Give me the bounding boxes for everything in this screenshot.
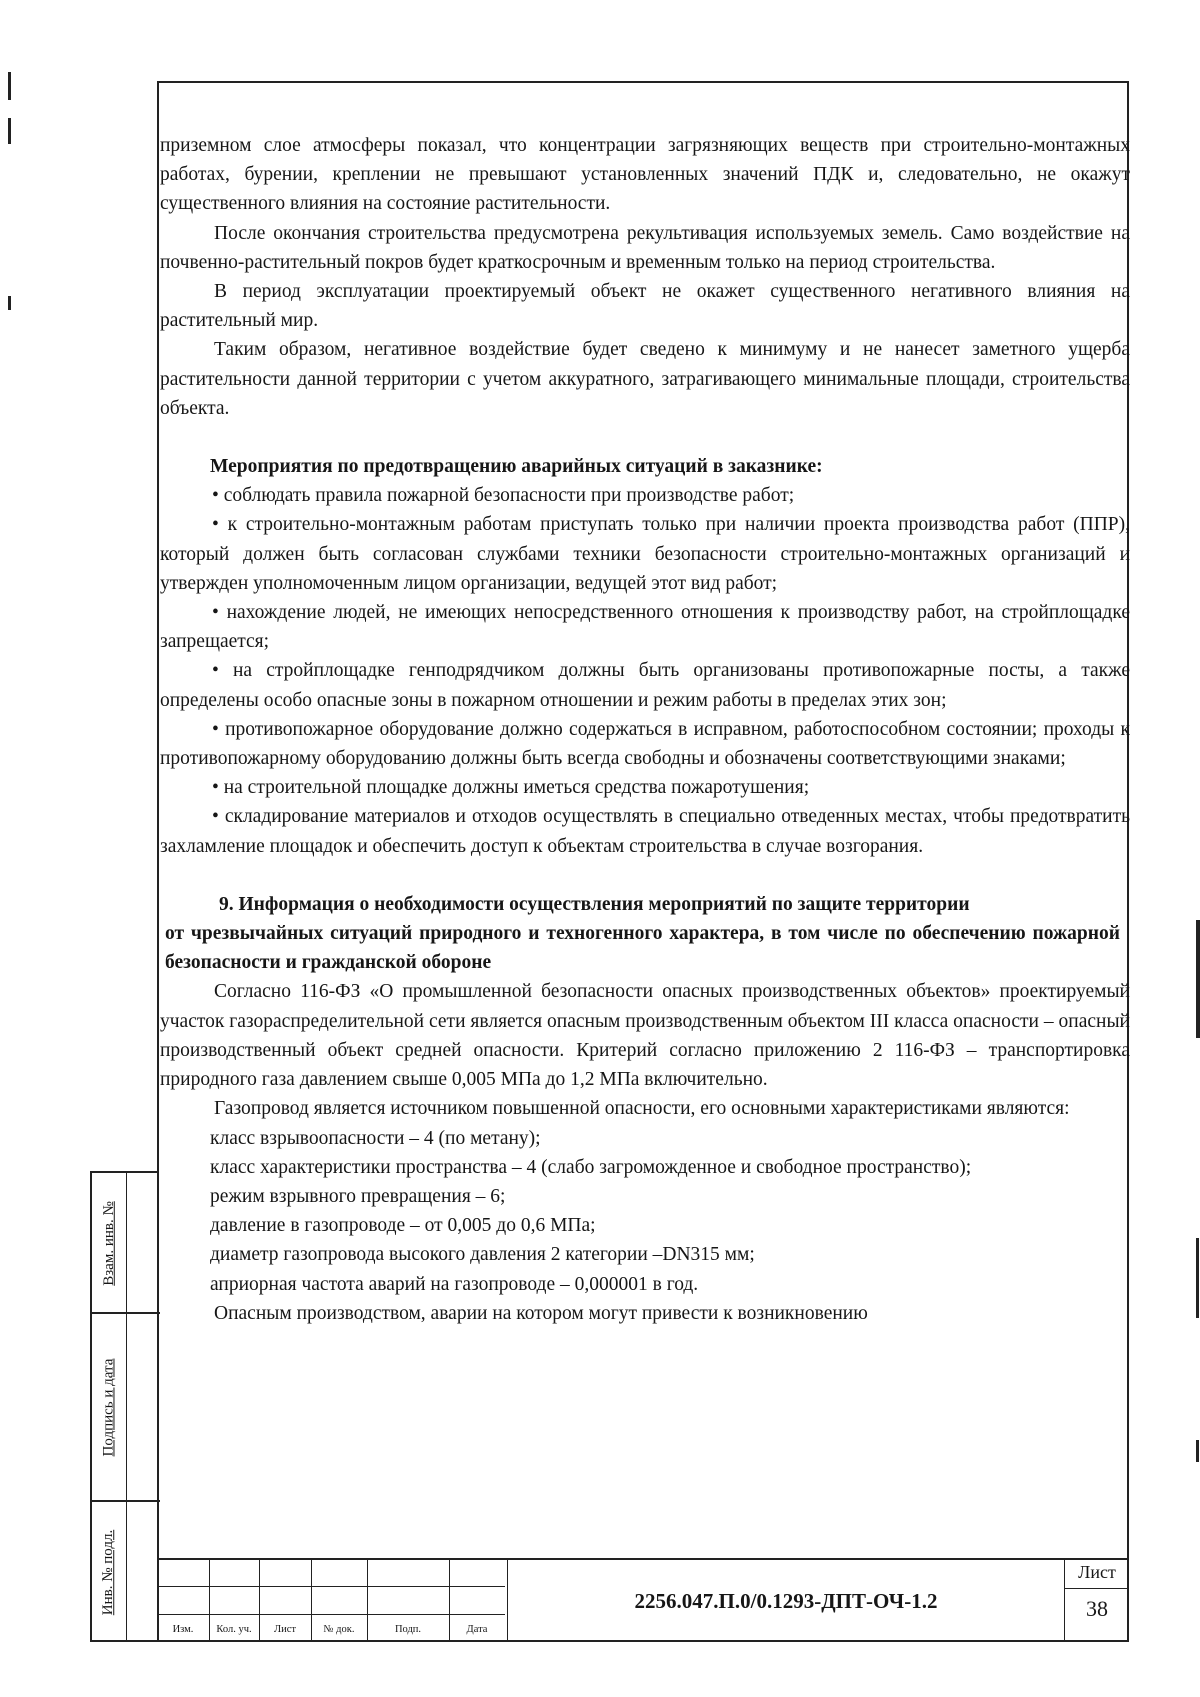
list-item: • к строительно-монтажным работам приступать только при наличии проекта производства работ (ППР), который должен быть согласован службами техники безопасности строительно-монтажных организаций и утвержден уполномоченным лицом организации, ведущей этот вид работ; <box>160 514 1130 594</box>
scan-mark <box>1196 920 1200 1038</box>
side-label-podpis: Подпись и дата <box>100 1358 117 1456</box>
scan-mark <box>1196 1440 1199 1462</box>
section-heading <box>160 890 1130 978</box>
sheet-number: 38 <box>1086 1596 1108 1621</box>
col-data: Дата <box>466 1624 488 1635</box>
sheet-cell <box>1064 1560 1129 1642</box>
paragraph: В период эксплуатации проектируемый объект не окажет существенного негативного влияния на растительный мир. <box>160 281 1130 332</box>
list-item: режим взрывного превращения – 6; <box>210 1185 506 1207</box>
sheet-label: Лист <box>1078 1562 1116 1582</box>
list-item: класс характеристики пространства – 4 (слабо загроможденное и свободное пространство); <box>210 1156 972 1178</box>
side-stamp <box>90 1171 158 1642</box>
side-label-vzam: Взам. инв. № <box>100 1200 117 1286</box>
list-item: • складирование материалов и отходов осуществлять в специально отведенных местах, чтобы предотвратить захламление площадок и обеспечить доступ к объектам строительства в случае возгорания. <box>160 806 1130 857</box>
col-izm: Изм. <box>172 1624 194 1635</box>
scan-mark <box>8 118 11 144</box>
paragraph: После окончания строительства предусмотрена рекультивация используемых земель. Само воздействие на почвенно-растительный покров будет краткосрочным и временным только на период строительства. <box>160 222 1130 273</box>
title-block <box>157 1558 1129 1642</box>
paragraph: Согласно 116-ФЗ «О промышленной безопасности опасных производственных объектов» проектируемый участок газораспределительной сети является опасным производственным объектом III класса опасности – опасный производственный объект средней опасности. Критерий согласно приложению 2 116-ФЗ – транспортировка природного газа давлением свыше 0,005 МПа до 1,2 МПа включительно. <box>160 981 1130 1091</box>
section-heading-rest: от чрезвычайных ситуаций природного и техногенного характера, в том числе по обеспечению пожарной безопасности и гражданской обороне <box>165 923 1120 974</box>
document-body <box>160 131 1130 1328</box>
scan-mark <box>1196 1238 1199 1318</box>
list-item: давление в газопроводе – от 0,005 до 0,6 МПа; <box>210 1215 596 1237</box>
side-label-inv: Инв. № подл. <box>100 1529 117 1615</box>
section-heading-line1: 9. Информация о необходимости осуществления мероприятий по защите территории <box>219 893 970 915</box>
list-item: диаметр газопровода высокого давления 2 категории –DN315 мм; <box>210 1244 755 1266</box>
list-item: класс взрывоопасности – 4 (по метану); <box>210 1127 541 1149</box>
col-nom-dok: № док. <box>323 1624 355 1635</box>
list-item: • противопожарное оборудование должно содержаться в исправном, работоспособном состоянии; проходы к противопожарному оборудованию должны быть всегда свободны и обозначены соответствующими знаками; <box>160 718 1130 770</box>
list-item: априорная частота аварий на газопроводе – 0,000001 в год. <box>210 1273 699 1295</box>
measures-heading: Мероприятия по предотвращению аварийных ситуаций в заказнике: <box>210 456 823 478</box>
paragraph: Таким образом, негативное воздействие будет сведено к минимуму и не нанесет заметного ущерба растительности данной территории с учетом аккуратного, затрагивающего минимальные площади, строительства объекта. <box>160 339 1130 419</box>
list-item: • на строительной площадке должны иметься средства пожаротушения; <box>212 777 810 799</box>
paragraph: Газопровод является источником повышенной опасности, его основными характеристиками являются: <box>214 1098 1070 1120</box>
scan-mark <box>8 72 11 100</box>
list-item: • нахождение людей, не имеющих непосредственного отношения к производству работ, на стройплощадке запрещается; <box>160 602 1130 653</box>
title-block-grid <box>157 1560 505 1642</box>
scan-mark <box>8 296 11 310</box>
paragraph: Опасным производством, аварии на котором могут привести к возникновению <box>214 1302 868 1324</box>
paragraph: приземном слое атмосферы показал, что концентрации загрязняющих веществ при строительно-монтажных работах, бурении, креплении не превышают установленных значений ПДК и, следовательно, не окажут существенного влияния на состояние растительности. <box>160 135 1130 215</box>
col-list: Лист <box>274 1624 296 1635</box>
list-item: • на стройплощадке генподрядчиком должны быть организованы противопожарные посты, а также определены особо опасные зоны в пожарном отношении и режим работы в пределах этих зон; <box>160 660 1130 711</box>
document-designation: 2256.047.П.0/0.1293-ДПТ-ОЧ-1.2 <box>507 1560 1064 1642</box>
col-podp: Подп. <box>394 1624 422 1635</box>
col-kol-uch: Кол. уч. <box>216 1624 252 1635</box>
list-item: • соблюдать правила пожарной безопасности при производстве работ; <box>212 485 795 507</box>
